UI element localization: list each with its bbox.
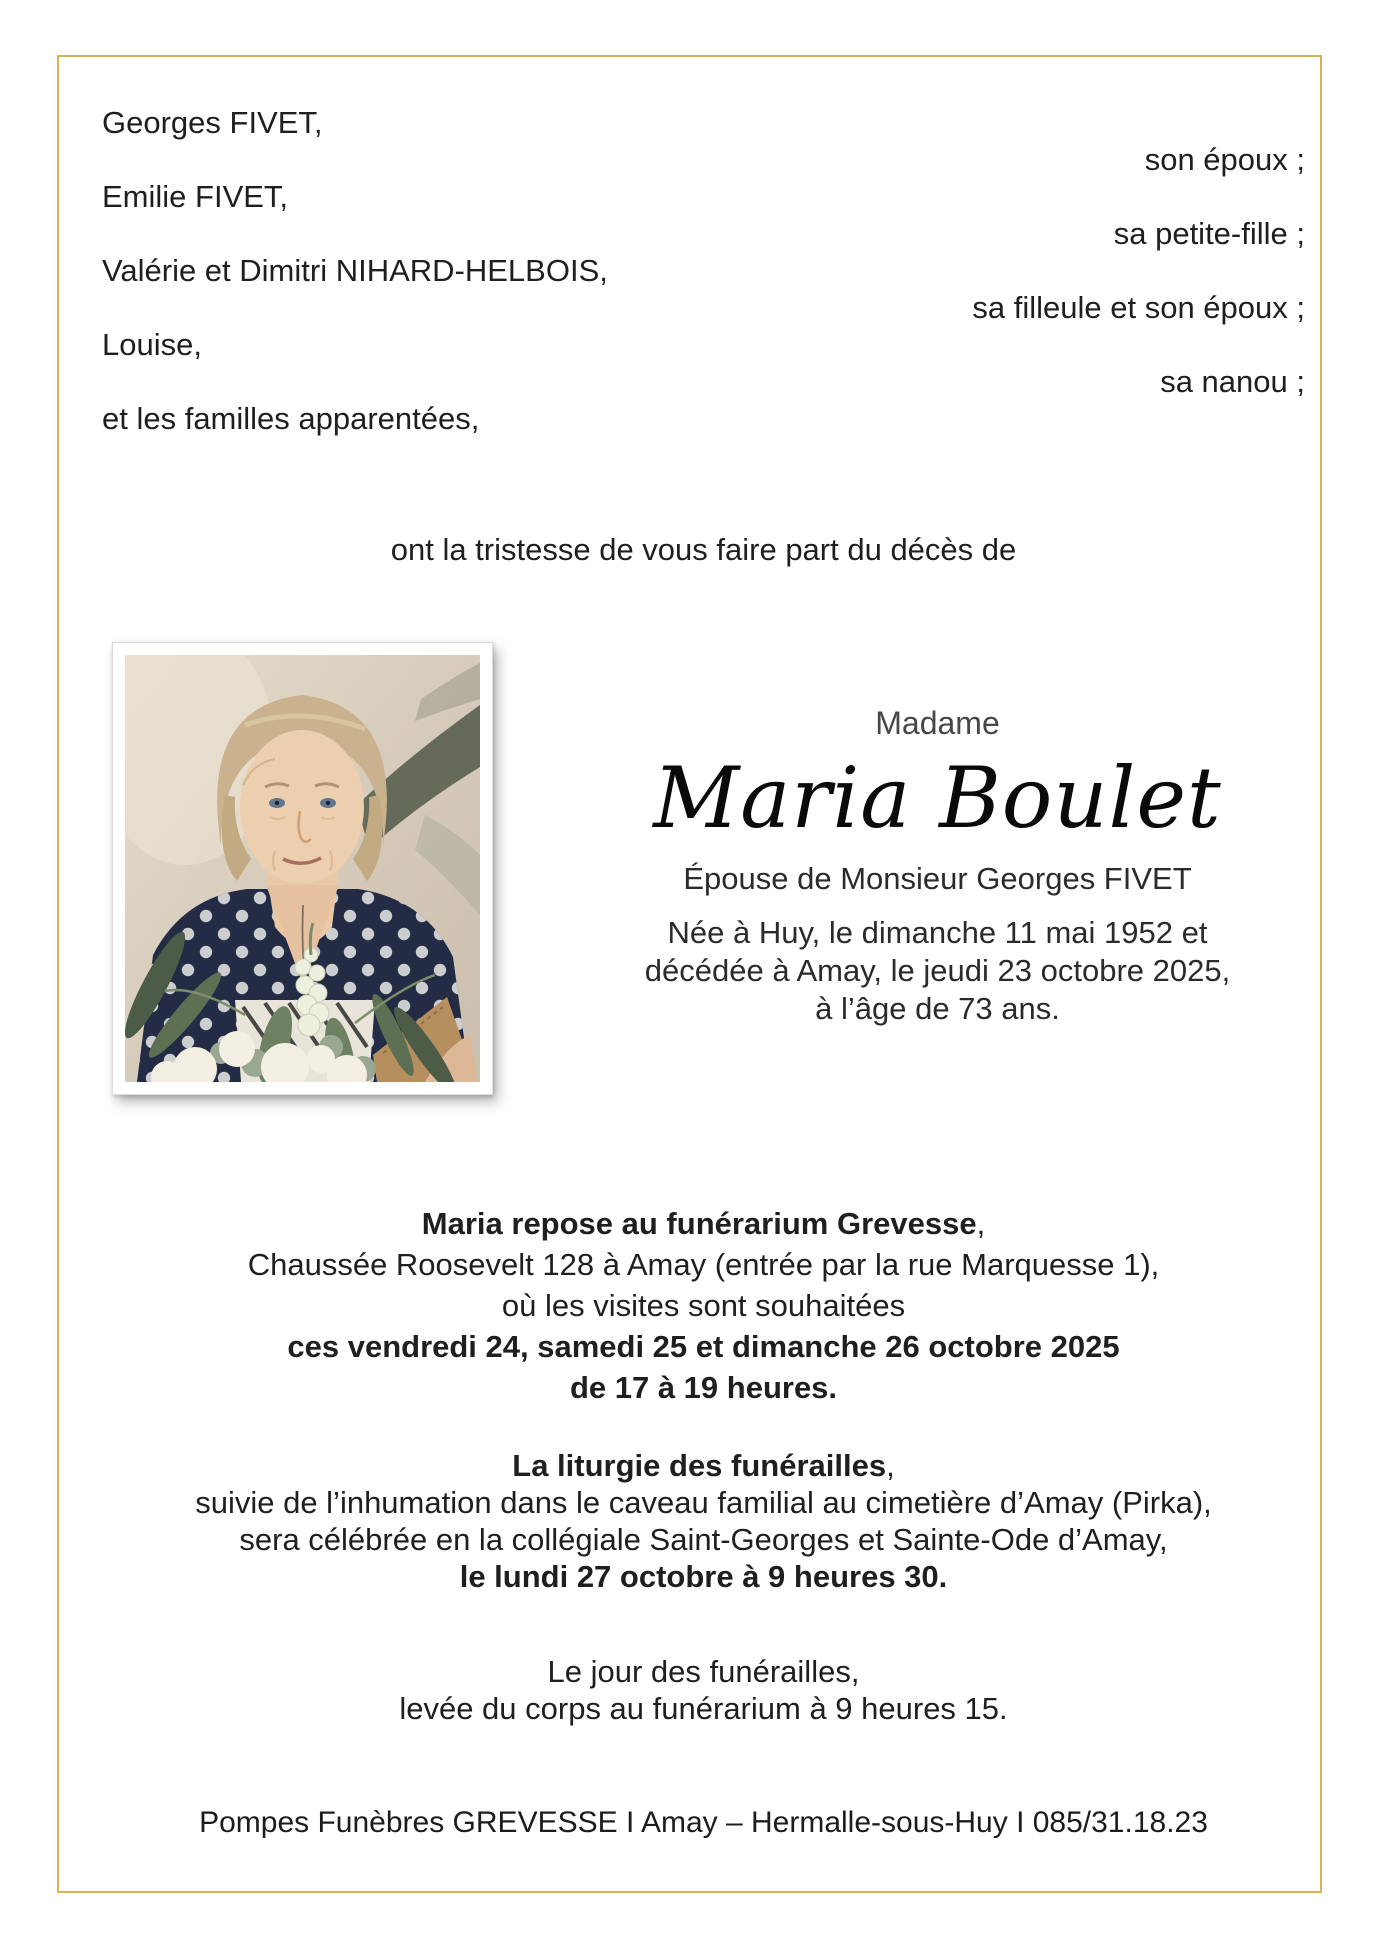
family-name-line: Valérie et Dimitri NIHARD-HELBOIS, — [102, 253, 608, 288]
visitation-block — [102, 1203, 1305, 1408]
liturgy-block — [102, 1447, 1305, 1595]
portrait-photo-frame — [112, 642, 493, 1095]
birth-line: Née à Huy, le dimanche 11 mai 1952 et — [667, 915, 1208, 950]
visitation-place-line: Maria repose au funérarium Grevesse, — [421, 1206, 986, 1241]
visitation-hours-line: de 17 à 19 heures. — [569, 1370, 838, 1405]
family-name-line: Louise, — [102, 327, 202, 362]
portrait-photo — [125, 655, 480, 1082]
visitation-address-line: Chaussée Roosevelt 128 à Amay (entrée par la rue Marquesse 1), — [247, 1247, 1160, 1282]
liturgy-church-line: sera célébrée en la collégiale Saint-Georges et Sainte-Ode d’Amay, — [239, 1522, 1168, 1557]
family-name-line: Georges FIVET, — [102, 105, 323, 140]
visitation-note-line: où les visites sont souhaitées — [501, 1288, 906, 1323]
funeral-day-block — [102, 1653, 1305, 1727]
death-line: décédée à Amay, le jeudi 23 octobre 2025, — [644, 953, 1231, 988]
liturgy-burial-line: suivie de l’inhumation dans le caveau familial au cimetière d’Amay (Pirka), — [195, 1485, 1212, 1520]
liturgy-title-line: La liturgie des funérailles, — [512, 1448, 895, 1483]
relation-line: sa filleule et son époux ; — [972, 290, 1305, 325]
life-dates — [569, 914, 1306, 1028]
family-names-block — [102, 104, 1305, 437]
relation-line: sa nanou ; — [1160, 364, 1305, 399]
deceased-name: Maria Boulet — [653, 749, 1222, 847]
deceased-title: Madame — [875, 705, 1000, 741]
announcement-line: ont la tristesse de vous faire part du décès de — [390, 532, 1017, 567]
age-line: à l’âge de 73 ans. — [815, 991, 1060, 1026]
family-name-line: Emilie FIVET, — [102, 179, 289, 214]
relation-line: son époux ; — [1144, 142, 1305, 177]
relation-line: sa petite-fille ; — [1113, 216, 1305, 251]
spouse-line: Épouse de Monsieur Georges FIVET — [683, 861, 1192, 896]
liturgy-date-line: le lundi 27 octobre à 9 heures 30. — [459, 1559, 948, 1594]
funeral-home-credit: Pompes Funèbres GREVESSE I Amay – Hermalle-sous-Huy I 085/31.18.23 — [199, 1806, 1208, 1839]
family-name-line: et les familles apparentées, — [102, 401, 480, 436]
funeral-day-line: Le jour des funérailles, — [547, 1654, 860, 1689]
visitation-dates-line: ces vendredi 24, samedi 25 et dimanche 26 octobre 2025 — [287, 1329, 1120, 1364]
funeral-departure-line: levée du corps au funérarium à 9 heures 15. — [399, 1691, 1008, 1726]
deceased-block — [569, 642, 1306, 1093]
